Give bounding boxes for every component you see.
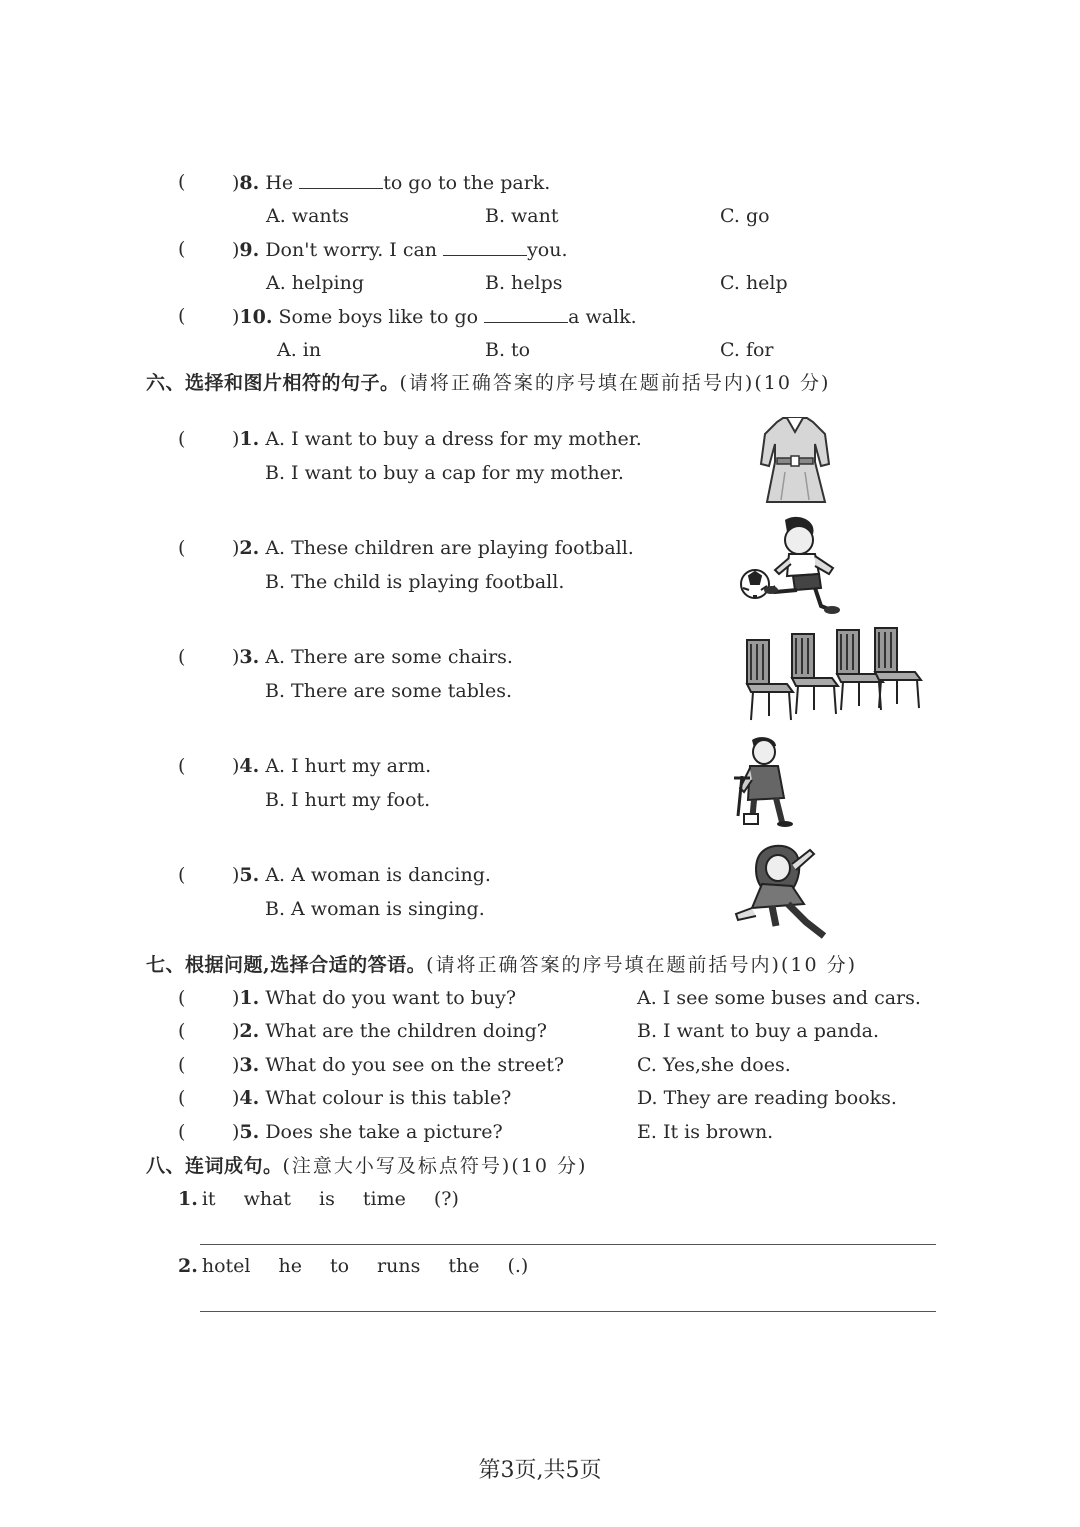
- page-footer: 第3页,共5页: [478, 1458, 602, 1483]
- injured-man-icon: [730, 736, 795, 828]
- answer-paren[interactable]: (: [178, 1020, 186, 1042]
- chairs-icon: [743, 624, 928, 722]
- answer-paren[interactable]: (: [178, 305, 186, 327]
- option-b: B. helps: [485, 272, 563, 294]
- answer-paren[interactable]: (: [178, 1121, 186, 1143]
- match-answer-a: A. I see some buses and cars.: [637, 987, 921, 1009]
- section-6-heading: 六、选择和图片相符的句子。(请将正确答案的序号填在题前括号内)(10 分): [146, 372, 831, 394]
- answer-paren[interactable]: (: [178, 755, 186, 777]
- section-7-heading: 七、根据问题,选择合适的答语。(请将正确答案的序号填在题前括号内)(10 分): [146, 954, 857, 976]
- answer-paren[interactable]: (: [178, 428, 186, 450]
- picture-item-4-option-b: B. I hurt my foot.: [265, 789, 431, 811]
- answer-line-1[interactable]: [200, 1244, 936, 1245]
- match-question-3: )3. What do you see on the street?: [232, 1054, 565, 1076]
- match-answer-b: B. I want to buy a panda.: [637, 1020, 879, 1042]
- section-8-heading: 八、连词成句。(注意大小写及标点符号)(10 分): [146, 1155, 588, 1177]
- option-b: B. want: [485, 205, 559, 227]
- question-8: )8. He to go to the park.: [232, 172, 551, 194]
- match-answer-e: E. It is brown.: [637, 1121, 774, 1143]
- dancing-girl-icon: [732, 842, 832, 940]
- picture-item-2-option-b: B. The child is playing football.: [265, 571, 565, 593]
- option-a: A. wants: [266, 205, 350, 227]
- question-10: )10. Some boys like to go a walk.: [232, 306, 637, 328]
- question-9: )9. Don't worry. I can you.: [232, 239, 568, 261]
- option-c: C. for: [720, 339, 774, 361]
- fill-blank[interactable]: [443, 237, 527, 256]
- answer-paren[interactable]: (: [178, 537, 186, 559]
- option-a: A. in: [277, 339, 322, 361]
- picture-item-4: )4. A. I hurt my arm.: [232, 755, 432, 777]
- picture-item-5: )5. A. A woman is dancing.: [232, 864, 491, 886]
- picture-item-1: )1. A. I want to buy a dress for my mother.: [232, 428, 642, 450]
- fill-blank[interactable]: [484, 304, 568, 323]
- answer-paren[interactable]: (: [178, 864, 186, 886]
- option-c: C. help: [720, 272, 788, 294]
- answer-paren[interactable]: (: [178, 646, 186, 668]
- option-a: A. helping: [266, 272, 364, 294]
- picture-item-1-option-b: B. I want to buy a cap for my mother.: [265, 462, 624, 484]
- match-question-2: )2. What are the children doing?: [232, 1020, 547, 1042]
- answer-paren[interactable]: (: [178, 238, 186, 260]
- match-question-1: )1. What do you want to buy?: [232, 987, 517, 1009]
- option-b: B. to: [485, 339, 531, 361]
- match-answer-c: C. Yes,she does.: [637, 1054, 791, 1076]
- picture-item-5-option-b: B. A woman is singing.: [265, 898, 485, 920]
- fill-blank[interactable]: [299, 170, 383, 189]
- picture-item-3-option-b: B. There are some tables.: [265, 680, 512, 702]
- football-boy-icon: [735, 514, 845, 616]
- answer-paren[interactable]: (: [178, 171, 186, 193]
- match-answer-d: D. They are reading books.: [637, 1087, 897, 1109]
- answer-paren[interactable]: (: [178, 1054, 186, 1076]
- dress-icon: [755, 412, 835, 507]
- match-question-5: )5. Does she take a picture?: [232, 1121, 503, 1143]
- answer-line-2[interactable]: [200, 1311, 936, 1312]
- picture-item-2: )2. A. These children are playing football.: [232, 537, 634, 559]
- word-order-item-1: 1. it what is time (?): [178, 1188, 459, 1210]
- match-question-4: )4. What colour is this table?: [232, 1087, 512, 1109]
- answer-paren[interactable]: (: [178, 987, 186, 1009]
- option-c: C. go: [720, 205, 770, 227]
- word-order-item-2: 2. hotel he to runs the (.): [178, 1255, 529, 1277]
- answer-paren[interactable]: (: [178, 1087, 186, 1109]
- picture-item-3: )3. A. There are some chairs.: [232, 646, 513, 668]
